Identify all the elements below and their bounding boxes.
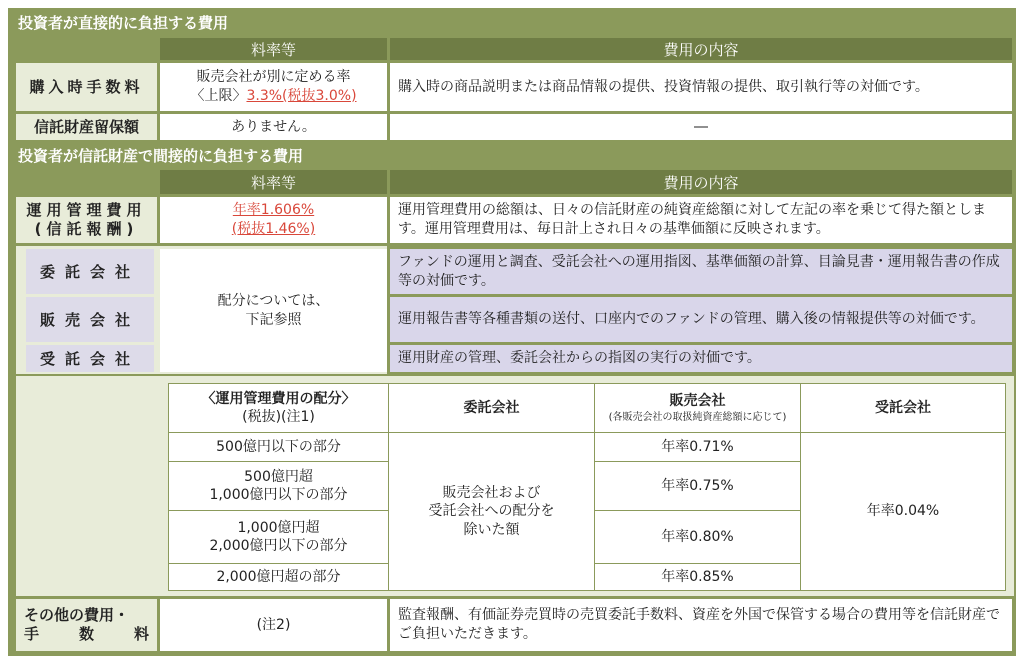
alloc-head-label — [168, 383, 389, 433]
alloc-head-line2: (税抜)(注1) — [242, 409, 315, 425]
party-label-trustor: 委託会社 — [26, 249, 154, 294]
row-label-other-fees — [16, 599, 157, 651]
alloc-head-trustee: 受託会社 — [800, 383, 1006, 433]
row-label-management-fee — [16, 197, 157, 243]
party-label-trustee: 受託会社 — [26, 345, 154, 372]
management-fee-content: 運用管理費用の総額は、日々の信託財産の純資産総額に対して左記の率を乗じて得た額とします。運用管理費用は、毎日計上され日々の基準価額に反映されます。 — [390, 197, 1012, 243]
purchase-fee-rate-line2 — [190, 87, 356, 106]
allocation-note-line1: 配分については、 — [217, 292, 330, 309]
other-fees-label-line2: 手数料 — [24, 625, 149, 643]
tier-label-3 — [168, 510, 389, 564]
management-fee-label-line2: (信託報酬) — [34, 220, 139, 238]
allocation-note — [160, 249, 387, 372]
purchase-fee-rate-line1: 販売会社が別に定める率 — [196, 69, 351, 86]
column-header-content-2: 費用の内容 — [390, 170, 1012, 194]
purchase-fee-rate-value: 3.3%(税抜3.0%) — [246, 88, 357, 104]
alloc-head-line1: 〈運用管理費用の配分〉 — [201, 390, 356, 407]
party-content-distributor: 運用報告書等各種書類の送付、口座内でのファンドの管理、購入後の情報提供等の対価です。 — [390, 297, 1012, 342]
tier-label-3-line1: 1,000億円超 — [237, 519, 320, 536]
tier-label-2 — [168, 461, 389, 511]
distributor-rate-4: 年率0.85% — [594, 563, 801, 591]
management-fee-rate-line2: (税抜1.46%) — [231, 221, 316, 237]
trustor-allocation-line2: 受託会社への配分を — [428, 503, 555, 520]
column-header-rate-2: 料率等 — [160, 170, 387, 194]
retention-rate: ありません。 — [160, 114, 387, 140]
other-fees-content: 監査報酬、有価証券売買時の売買委託手数料、資産を外国で保管する場合の費用等を信託財産でご負担いただきます。 — [390, 599, 1012, 651]
party-content-trustor: ファンドの運用と調査、受託会社への運用指図、基準価額の計算、目論見書・運用報告書の作成等の対価です。 — [390, 249, 1012, 294]
alloc-head-distributor-label: 販売会社 — [669, 393, 726, 410]
trustor-allocation-line3: 除いた額 — [463, 521, 520, 538]
alloc-head-distributor-sub: (各販売会社の取扱純資産総額に応じて) — [608, 411, 787, 423]
management-fee-rate — [160, 197, 387, 243]
party-content-trustee: 運用財産の管理、委託会社からの指図の実行の対価です。 — [390, 345, 1012, 372]
party-label-distributor: 販売会社 — [26, 297, 154, 342]
purchase-fee-rate-prefix: 〈上限〉 — [190, 88, 247, 104]
other-fees-label-line1: その他の費用・ — [24, 606, 130, 625]
trustee-rate: 年率0.04% — [800, 432, 1006, 591]
purchase-fee-content: 購入時の商品説明または商品情報の提供、投資情報の提供、取引執行等の対価です。 — [390, 63, 1012, 111]
trustor-allocation — [388, 432, 595, 591]
management-fee-rate-line1: 年率1.606% — [232, 202, 315, 219]
tier-label-1: 500億円以下の部分 — [168, 432, 389, 462]
trustor-allocation-line1: 販売会社および — [442, 485, 541, 502]
tier-label-3-line2: 2,000億円以下の部分 — [209, 538, 348, 554]
other-fees-rate: (注2) — [160, 599, 387, 651]
distributor-rate-1: 年率0.71% — [594, 432, 801, 462]
purchase-fee-rate — [160, 63, 387, 111]
section-title-direct: 投資者が直接的に負担する費用 — [8, 8, 1016, 36]
distributor-rate-3: 年率0.80% — [594, 510, 801, 564]
tier-label-2-line1: 500億円超 — [244, 468, 313, 485]
row-label-retention: 信託財産留保額 — [16, 114, 157, 140]
retention-content: ― — [390, 114, 1012, 140]
distributor-rate-2: 年率0.75% — [594, 461, 801, 511]
tier-label-4: 2,000億円超の部分 — [168, 563, 389, 591]
alloc-head-trustor: 委託会社 — [388, 383, 595, 433]
allocation-note-line2: 下記参照 — [245, 311, 302, 328]
column-header-rate: 料率等 — [160, 38, 387, 60]
column-header-content: 費用の内容 — [390, 38, 1012, 60]
row-label-purchase-fee: 購入時手数料 — [16, 63, 157, 111]
alloc-head-distributor — [594, 383, 801, 433]
section-title-indirect: 投資者が信託財産で間接的に負担する費用 — [8, 142, 1016, 168]
management-fee-label-line1: 運用管理費用 — [26, 201, 147, 220]
tier-label-2-line2: 1,000億円以下の部分 — [209, 487, 348, 503]
